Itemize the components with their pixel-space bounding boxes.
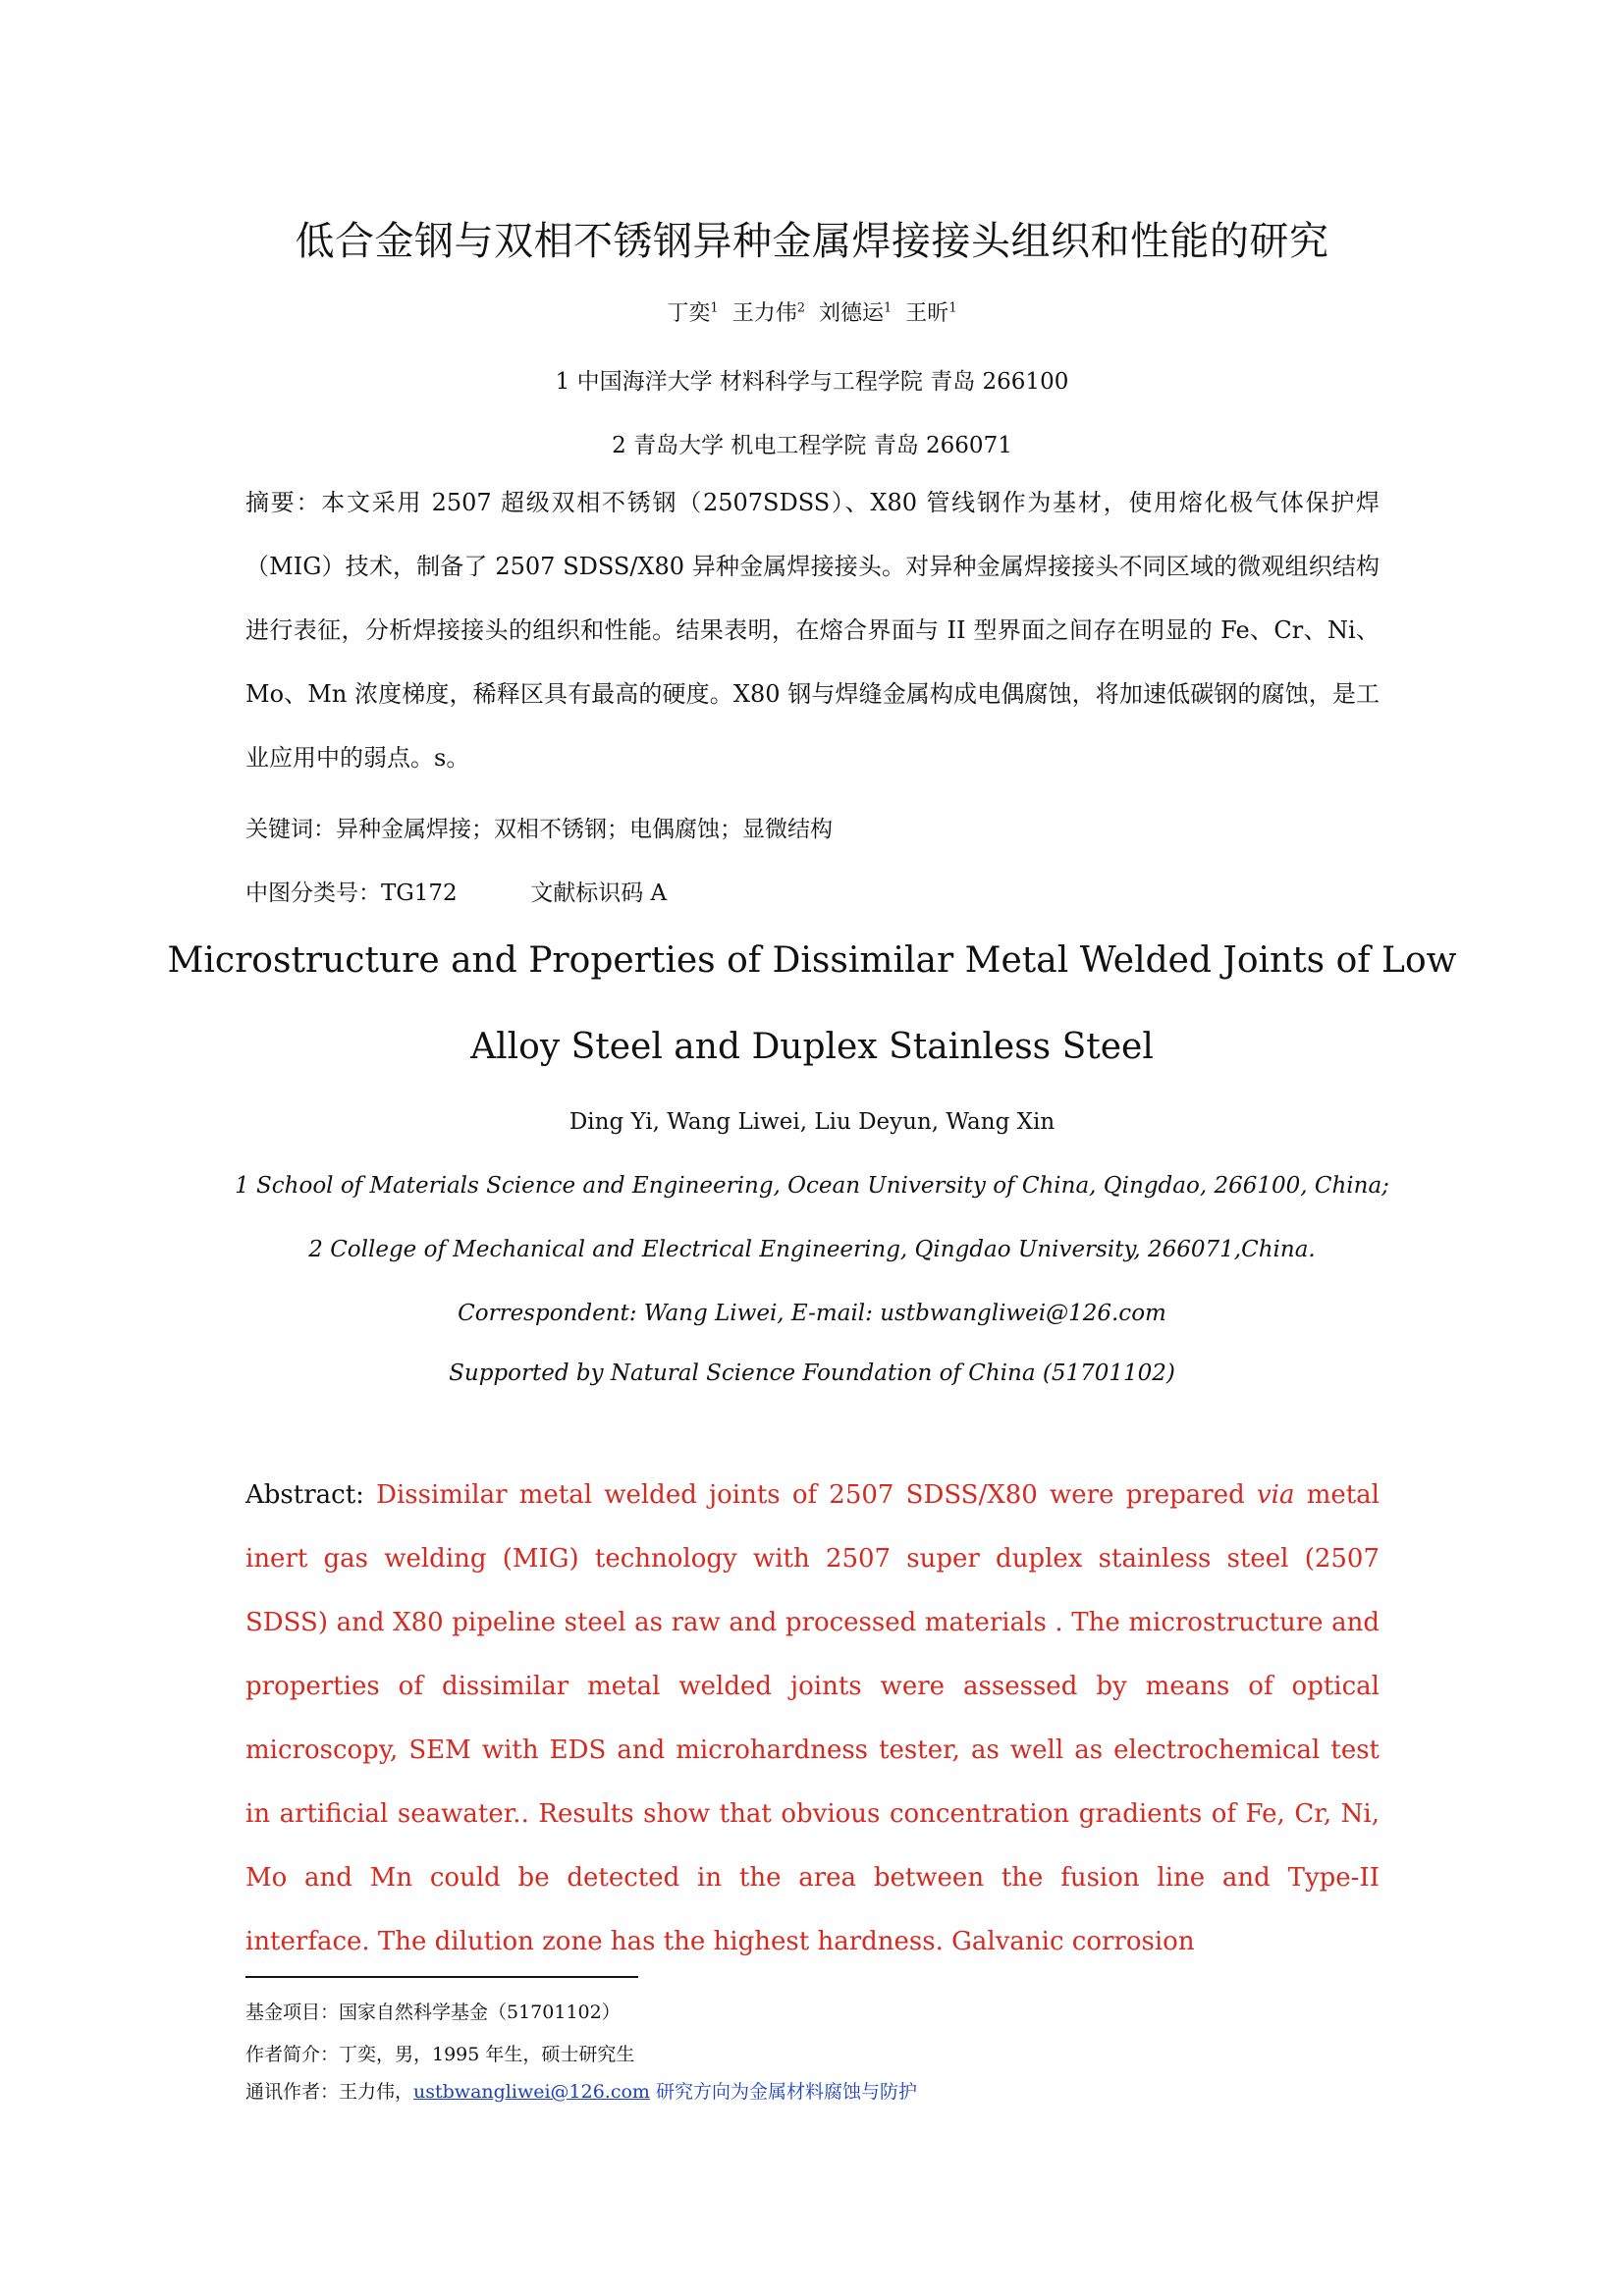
english-title-line-1: Microstructure and Properties of Dissimilar Metal Welded Joints of Low <box>167 940 1457 981</box>
document-code: 文献标识码 A <box>530 881 668 906</box>
abstract-via: via <box>1256 1480 1295 1510</box>
footnote-divider <box>245 1976 638 1978</box>
english-affiliation-1: 1 School of Materials Science and Engineering, Ocean University of China, Qingdao, 266100, China; <box>235 1173 1389 1199</box>
author-affil-mark: 1 <box>710 300 719 316</box>
footnote-corr-prefix: 通讯作者：王力伟， <box>245 2081 414 2103</box>
chinese-keywords: 关键词：异种金属焊接；双相不锈钢；电偶腐蚀；显微结构 <box>245 817 833 842</box>
english-title-line-2: Alloy Steel and Duplex Stainless Steel <box>470 1027 1154 1067</box>
author-affil-mark: 1 <box>884 300 893 316</box>
chinese-abstract: 摘要：本文采用 2507 超级双相不锈钢（2507SDSS）、X80 管线钢作为基材，使用熔化极气体保护焊（MIG）技术，制备了 2507 SDSS/X80 异种金属焊接接头。对异种金属焊接接头不同区域的微观组织结构进行表征，分析焊接接头的组织和性能。结果表明，在熔合界面与 II 型界面之间存在明显的 Fe、Cr、Ni、Mo、Mn 浓度梯度，稀释区具有最高的硬度。X80 钢与焊缝金属构成电偶腐蚀，将加速低碳钢的腐蚀，是工业应用中的弱点。s。 <box>245 489 1380 772</box>
chinese-affiliation-1: 1 中国海洋大学 材料科学与工程学院 青岛 266100 <box>555 369 1069 395</box>
author-affil-mark: 1 <box>948 300 957 316</box>
chinese-title: 低合金钢与双相不锈钢异种金属焊接接头组织和性能的研究 <box>295 219 1329 264</box>
classification-line <box>245 875 667 907</box>
correspondent-line: Correspondent: Wang Liwei, E-mail: ustbwangliwei@126.com <box>458 1301 1166 1326</box>
footnote-fund: 基金项目：国家自然科学基金（51701102） <box>245 2002 621 2023</box>
footnote-author-intro: 作者简介：丁奕，男，1995 年生，硕士研究生 <box>245 2044 635 2065</box>
correspondent-email-link[interactable]: ustbwangliwei@126.com <box>413 2081 650 2103</box>
author-name: 刘德运 <box>819 301 885 326</box>
english-affiliation-2: 2 College of Mechanical and Electrical Engineering, Qingdao University, 266071,China. <box>308 1237 1316 1262</box>
author-name: 王力伟 <box>731 301 797 326</box>
abstract-text-part-2: metal inert gas welding (MIG) technology with 2507 super duplex stainless steel (2507 SDSS) and X80 pipeline steel as raw and processed materials . The microstructure and properties of dissimilar metal welded joints were assessed by means of optical microscopy, SEM with EDS and microhardness tester, as well as electrochemical test in artificial seawater.. Results show that obvious concentration gradients of Fe, Cr, Ni, Mo and Mn could be detected in the area between the fusion line and Type-II interface. The dilution zone has the highest hardness. Galvanic corrosion <box>245 1480 1380 1956</box>
english-abstract <box>245 1464 1380 1974</box>
chinese-authors <box>0 296 1624 327</box>
author-name: 王昕 <box>905 301 949 326</box>
footnote-correspondent <box>245 2077 917 2104</box>
classification-number: 中图分类号：TG172 <box>245 881 458 906</box>
author-affil-mark: 2 <box>796 300 805 316</box>
abstract-text-part-1: Dissimilar metal welded joints of 2507 SDSS/X80 were prepared <box>376 1480 1245 1510</box>
abstract-label: Abstract: <box>245 1480 364 1510</box>
footnote-research-direction: 研究方向为金属材料腐蚀与防护 <box>649 2081 917 2103</box>
author-name: 丁奕 <box>667 301 711 326</box>
english-authors: Ding Yi, Wang Liwei, Liu Deyun, Wang Xin <box>568 1109 1056 1135</box>
funding-line: Supported by Natural Science Foundation of China (51701102) <box>449 1361 1175 1386</box>
chinese-affiliation-2: 2 青岛大学 机电工程学院 青岛 266071 <box>612 433 1012 458</box>
